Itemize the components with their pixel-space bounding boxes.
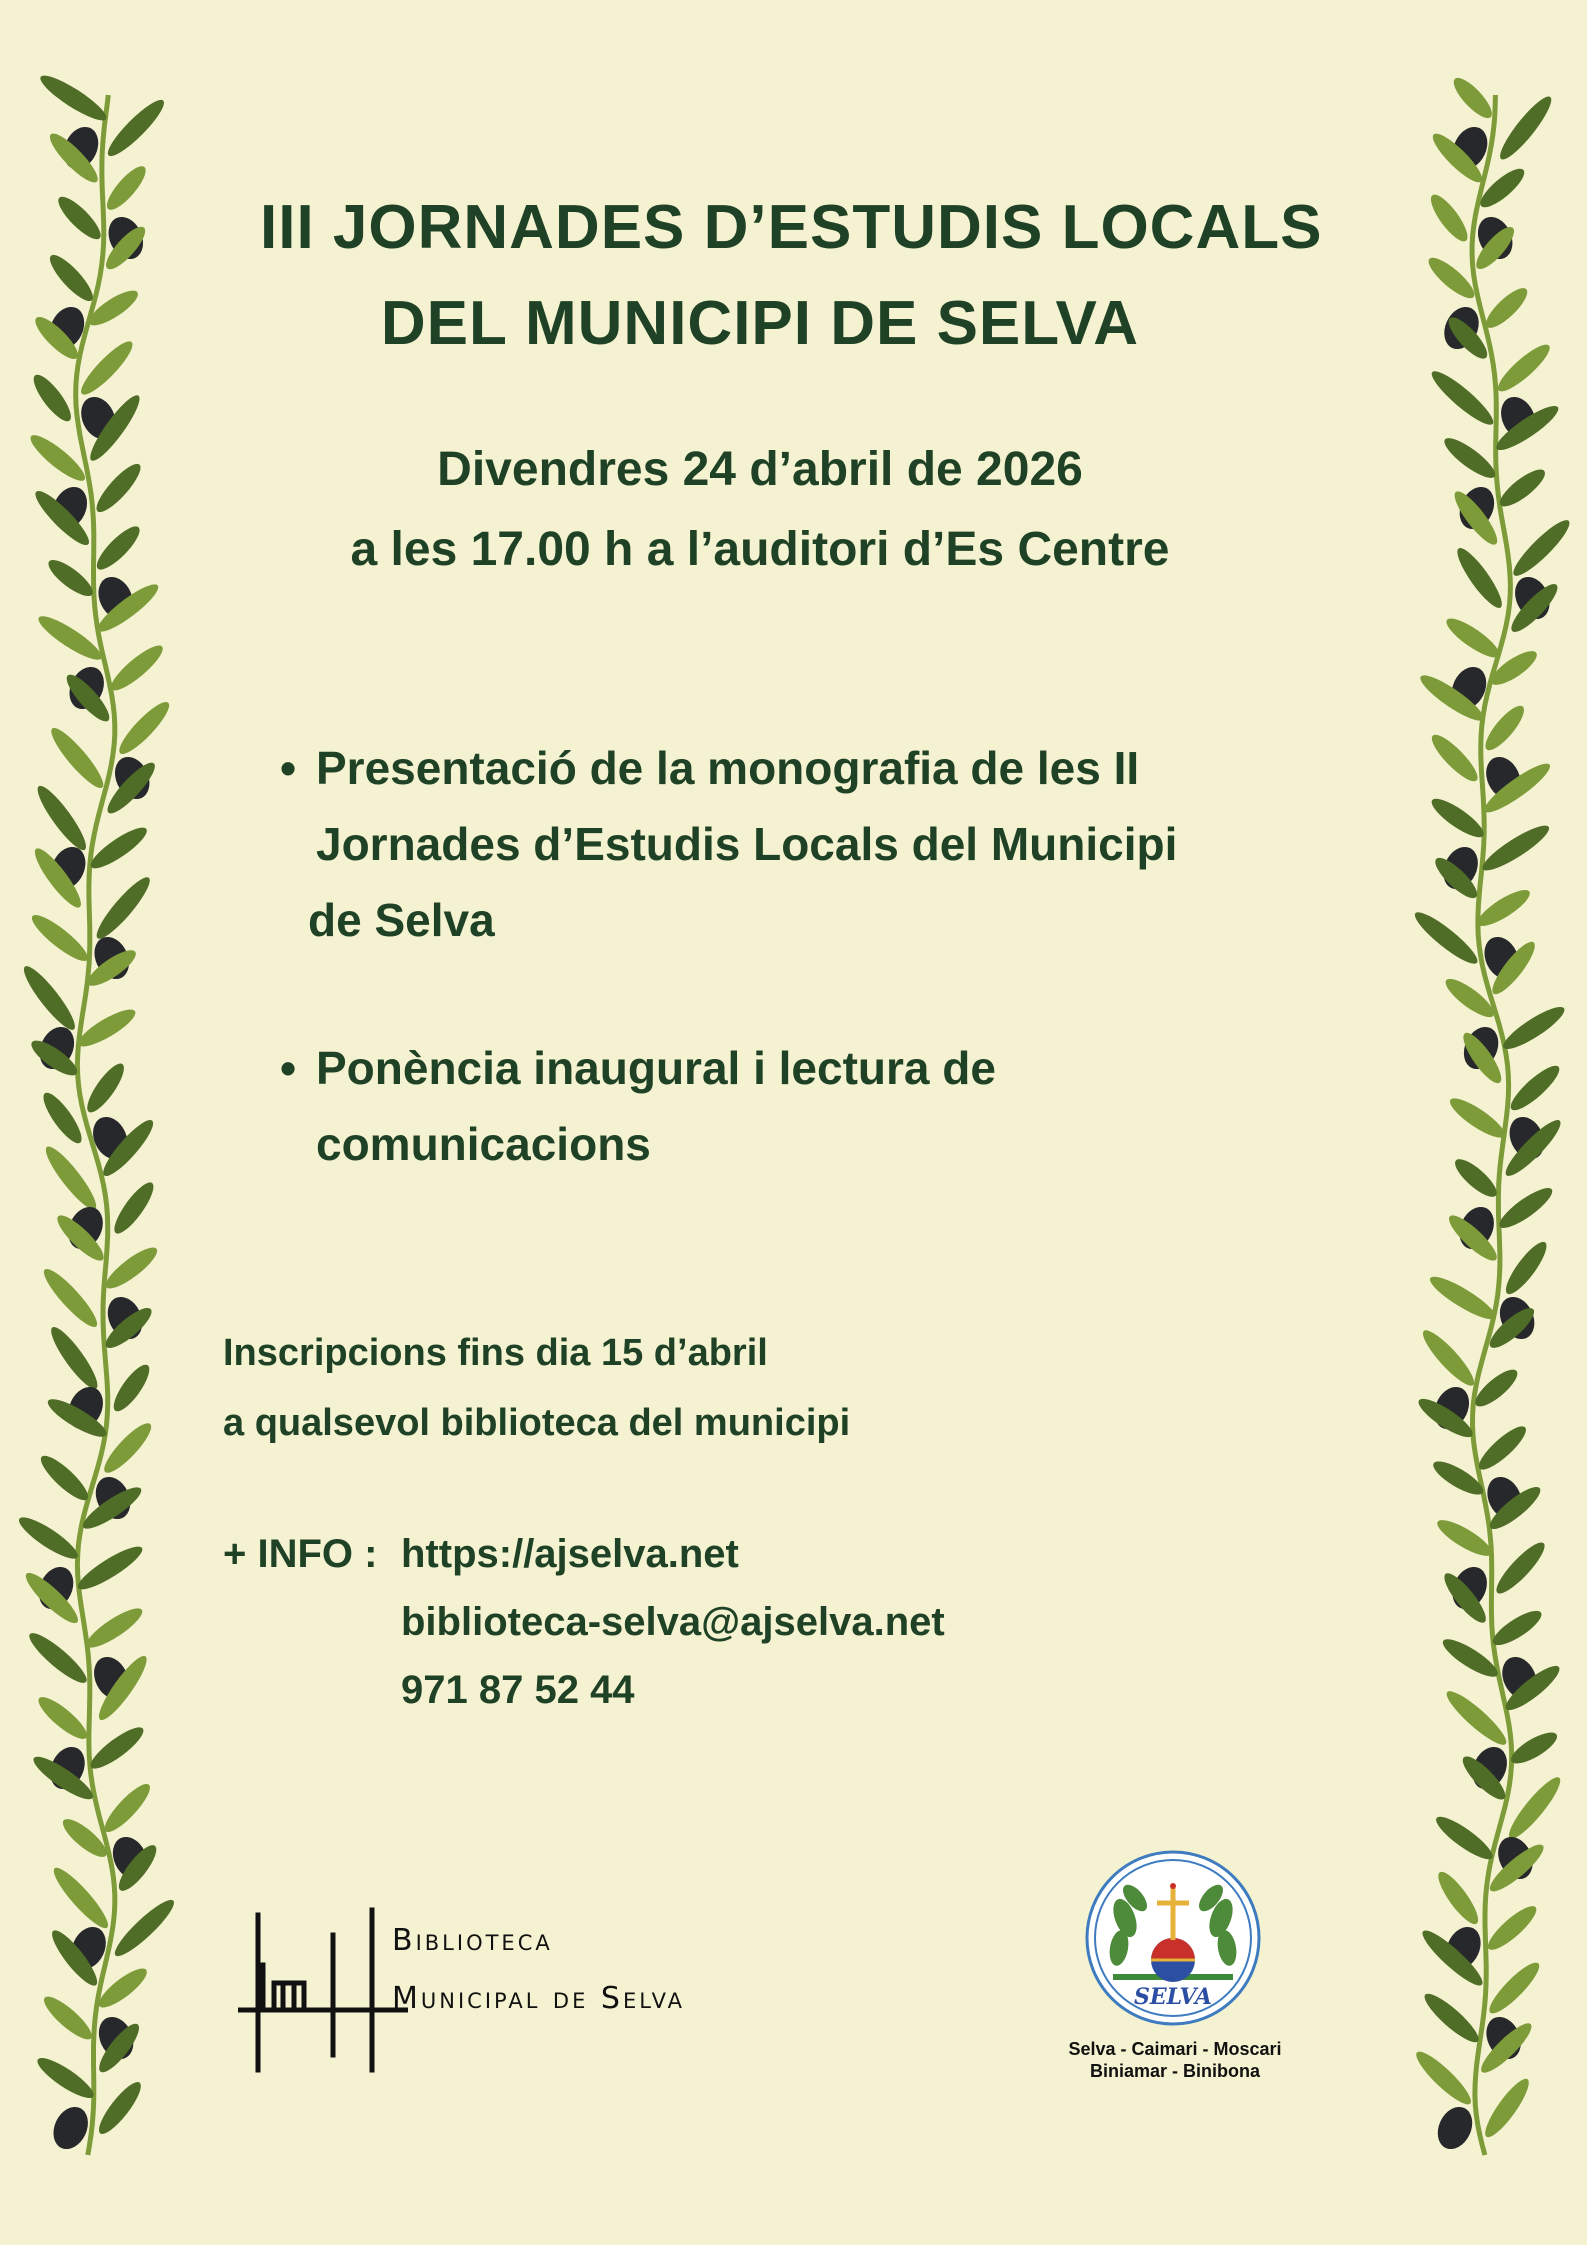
olive-leaf [1425, 190, 1473, 246]
program-item-line: Jornades d’Estudis Locals del Municipi [316, 818, 1178, 870]
olive-leaf [82, 1602, 147, 1653]
email-link[interactable]: biblioteca-selva@ajselva.net [401, 1600, 945, 1644]
olive-leaf [1474, 1421, 1532, 1476]
registration-info [223, 1318, 1123, 1458]
olive-leaf [108, 1360, 155, 1416]
olive-leaf [1480, 701, 1530, 756]
olive-leaf [1493, 339, 1555, 397]
olive-leaf [1481, 283, 1533, 334]
olive-leaf [102, 94, 169, 162]
olive-leaf [33, 2052, 98, 2104]
event-title [260, 180, 1323, 372]
olive-leaf [38, 1264, 103, 1333]
olive-leaf [14, 1511, 82, 1565]
event-time-place: a les 17.00 h a l’auditori d’Es Centre [350, 523, 1170, 576]
olive-fruit [1431, 2101, 1479, 2154]
program-item-line: Ponència inaugural i lectura de [316, 1042, 996, 1094]
selva-seal-icon [1083, 1848, 1263, 2028]
olive-leaf [86, 1721, 149, 1774]
info-values [401, 1520, 945, 1724]
website-link[interactable]: https://ajselva.net [401, 1532, 739, 1576]
event-date: Divendres 24 d’abril de 2026 [437, 443, 1083, 496]
olive-leaf [109, 1894, 179, 1962]
title-line-2: DEL MUNICIPI DE SELVA [380, 289, 1140, 358]
olive-leaf [1411, 2046, 1477, 2110]
olive-leaf [45, 1322, 103, 1394]
olive-leaf [1491, 1537, 1550, 1599]
olive-leaf [1431, 1811, 1497, 1866]
towns-line-2: Biniamar - Binibona [1089, 2061, 1260, 2081]
olive-leaf [99, 1779, 156, 1838]
program-item-text [316, 1030, 1220, 1182]
olive-leaf [1426, 729, 1483, 786]
olive-leaf [33, 1691, 92, 1744]
olive-leaf [28, 370, 77, 426]
program-list [280, 730, 1220, 1182]
olive-leaf [1495, 464, 1550, 512]
olive-leaf [1426, 365, 1498, 430]
olive-leaf [81, 1059, 129, 1117]
olive-leaf [48, 1862, 114, 1933]
olive-leaf [1448, 73, 1497, 124]
olive-leaf [44, 250, 98, 307]
olive-leaf [1507, 1727, 1561, 1769]
olive-leaf [1478, 819, 1554, 876]
program-item-text [308, 730, 1220, 958]
olive-leaf [1500, 1237, 1552, 1299]
olive-leaf [101, 161, 151, 215]
library-name-line-1: Biblioteca [392, 1923, 553, 1958]
olive-leaf [114, 697, 175, 760]
olive-leaf [36, 69, 111, 126]
olive-leaf [39, 1991, 97, 2045]
program-item-line: comunicacions [316, 1118, 651, 1170]
olive-leaf [1426, 1270, 1500, 1325]
olive-leaf [1450, 1154, 1502, 1203]
olive-leaf [1442, 613, 1504, 664]
olive-leaf [91, 872, 156, 944]
title-line-1: III JORNADES D’ESTUDIS LOCALS [260, 193, 1323, 262]
olive-leaf [45, 723, 109, 794]
registration-line-1: Inscripcions fins dia 15 d’abril [223, 1332, 768, 1374]
olive-leaf [24, 1627, 92, 1689]
olive-leaf [1445, 1092, 1509, 1143]
olive-leaf [1419, 1988, 1484, 2048]
olive-leaf [31, 781, 92, 855]
olive-leaf [1505, 1060, 1564, 1116]
olive-branch-right-icon [1387, 0, 1587, 2245]
olive-leaf [1417, 1325, 1480, 1391]
towns-line-1: Selva - Caimari - Moscari [1068, 2039, 1282, 2059]
program-item-presentation [280, 730, 1220, 958]
olive-leaf [1495, 1182, 1557, 1234]
olive-leaf [1503, 1772, 1566, 1844]
olive-leaf [27, 909, 93, 967]
olive-leaf [1410, 906, 1483, 970]
library-name [392, 1912, 685, 2028]
library-name-line-2: Municipal de Selva [392, 1981, 686, 2016]
bookshelf-logo-icon [238, 1905, 408, 2075]
olive-leaf [18, 961, 81, 1035]
olive-leaf [1508, 514, 1575, 581]
olive-leaf [1488, 1605, 1545, 1651]
program-item-line: de Selva [308, 894, 495, 946]
program-item-lecture [280, 1030, 1220, 1182]
olive-leaf [101, 1242, 162, 1295]
olive-leaf [91, 521, 145, 575]
olive-leaf [1451, 543, 1508, 612]
municipality-towns [1010, 2038, 1340, 2082]
olive-leaf [91, 459, 146, 518]
olive-leaf [1479, 2074, 1535, 2142]
bullet-icon: • [280, 742, 297, 794]
bullet-icon: • [280, 1042, 297, 1094]
olive-leaf [73, 1540, 146, 1595]
olive-leaf [1427, 793, 1488, 843]
olive-leaf [106, 640, 168, 696]
olive-leaf [108, 1178, 159, 1239]
olive-leaf [1499, 1001, 1569, 1055]
olive-leaf [53, 191, 106, 244]
olive-leaf [36, 1450, 94, 1506]
phone-number: 971 87 52 44 [401, 1668, 635, 1712]
olive-leaf [1432, 1867, 1484, 1929]
program-item-line: Presentació de la monografia de les II [316, 742, 1140, 794]
olive-leaf [1483, 1900, 1542, 1955]
olive-leaf [1473, 884, 1534, 932]
registration-line-2: a qualsevol biblioteca del municipi [223, 1402, 851, 1444]
seal-label: SELVA [1134, 1984, 1212, 2010]
olive-leaf [1440, 432, 1500, 483]
olive-leaf [93, 2077, 147, 2139]
olive-leaf [1484, 1957, 1545, 2019]
olive-leaf [1494, 91, 1557, 164]
olive-leaf [44, 554, 98, 601]
info-label: + INFO : [223, 1532, 378, 1576]
event-date-block [260, 430, 1260, 590]
olive-leaf [75, 336, 138, 400]
olive-branch-left-icon [0, 0, 200, 2245]
